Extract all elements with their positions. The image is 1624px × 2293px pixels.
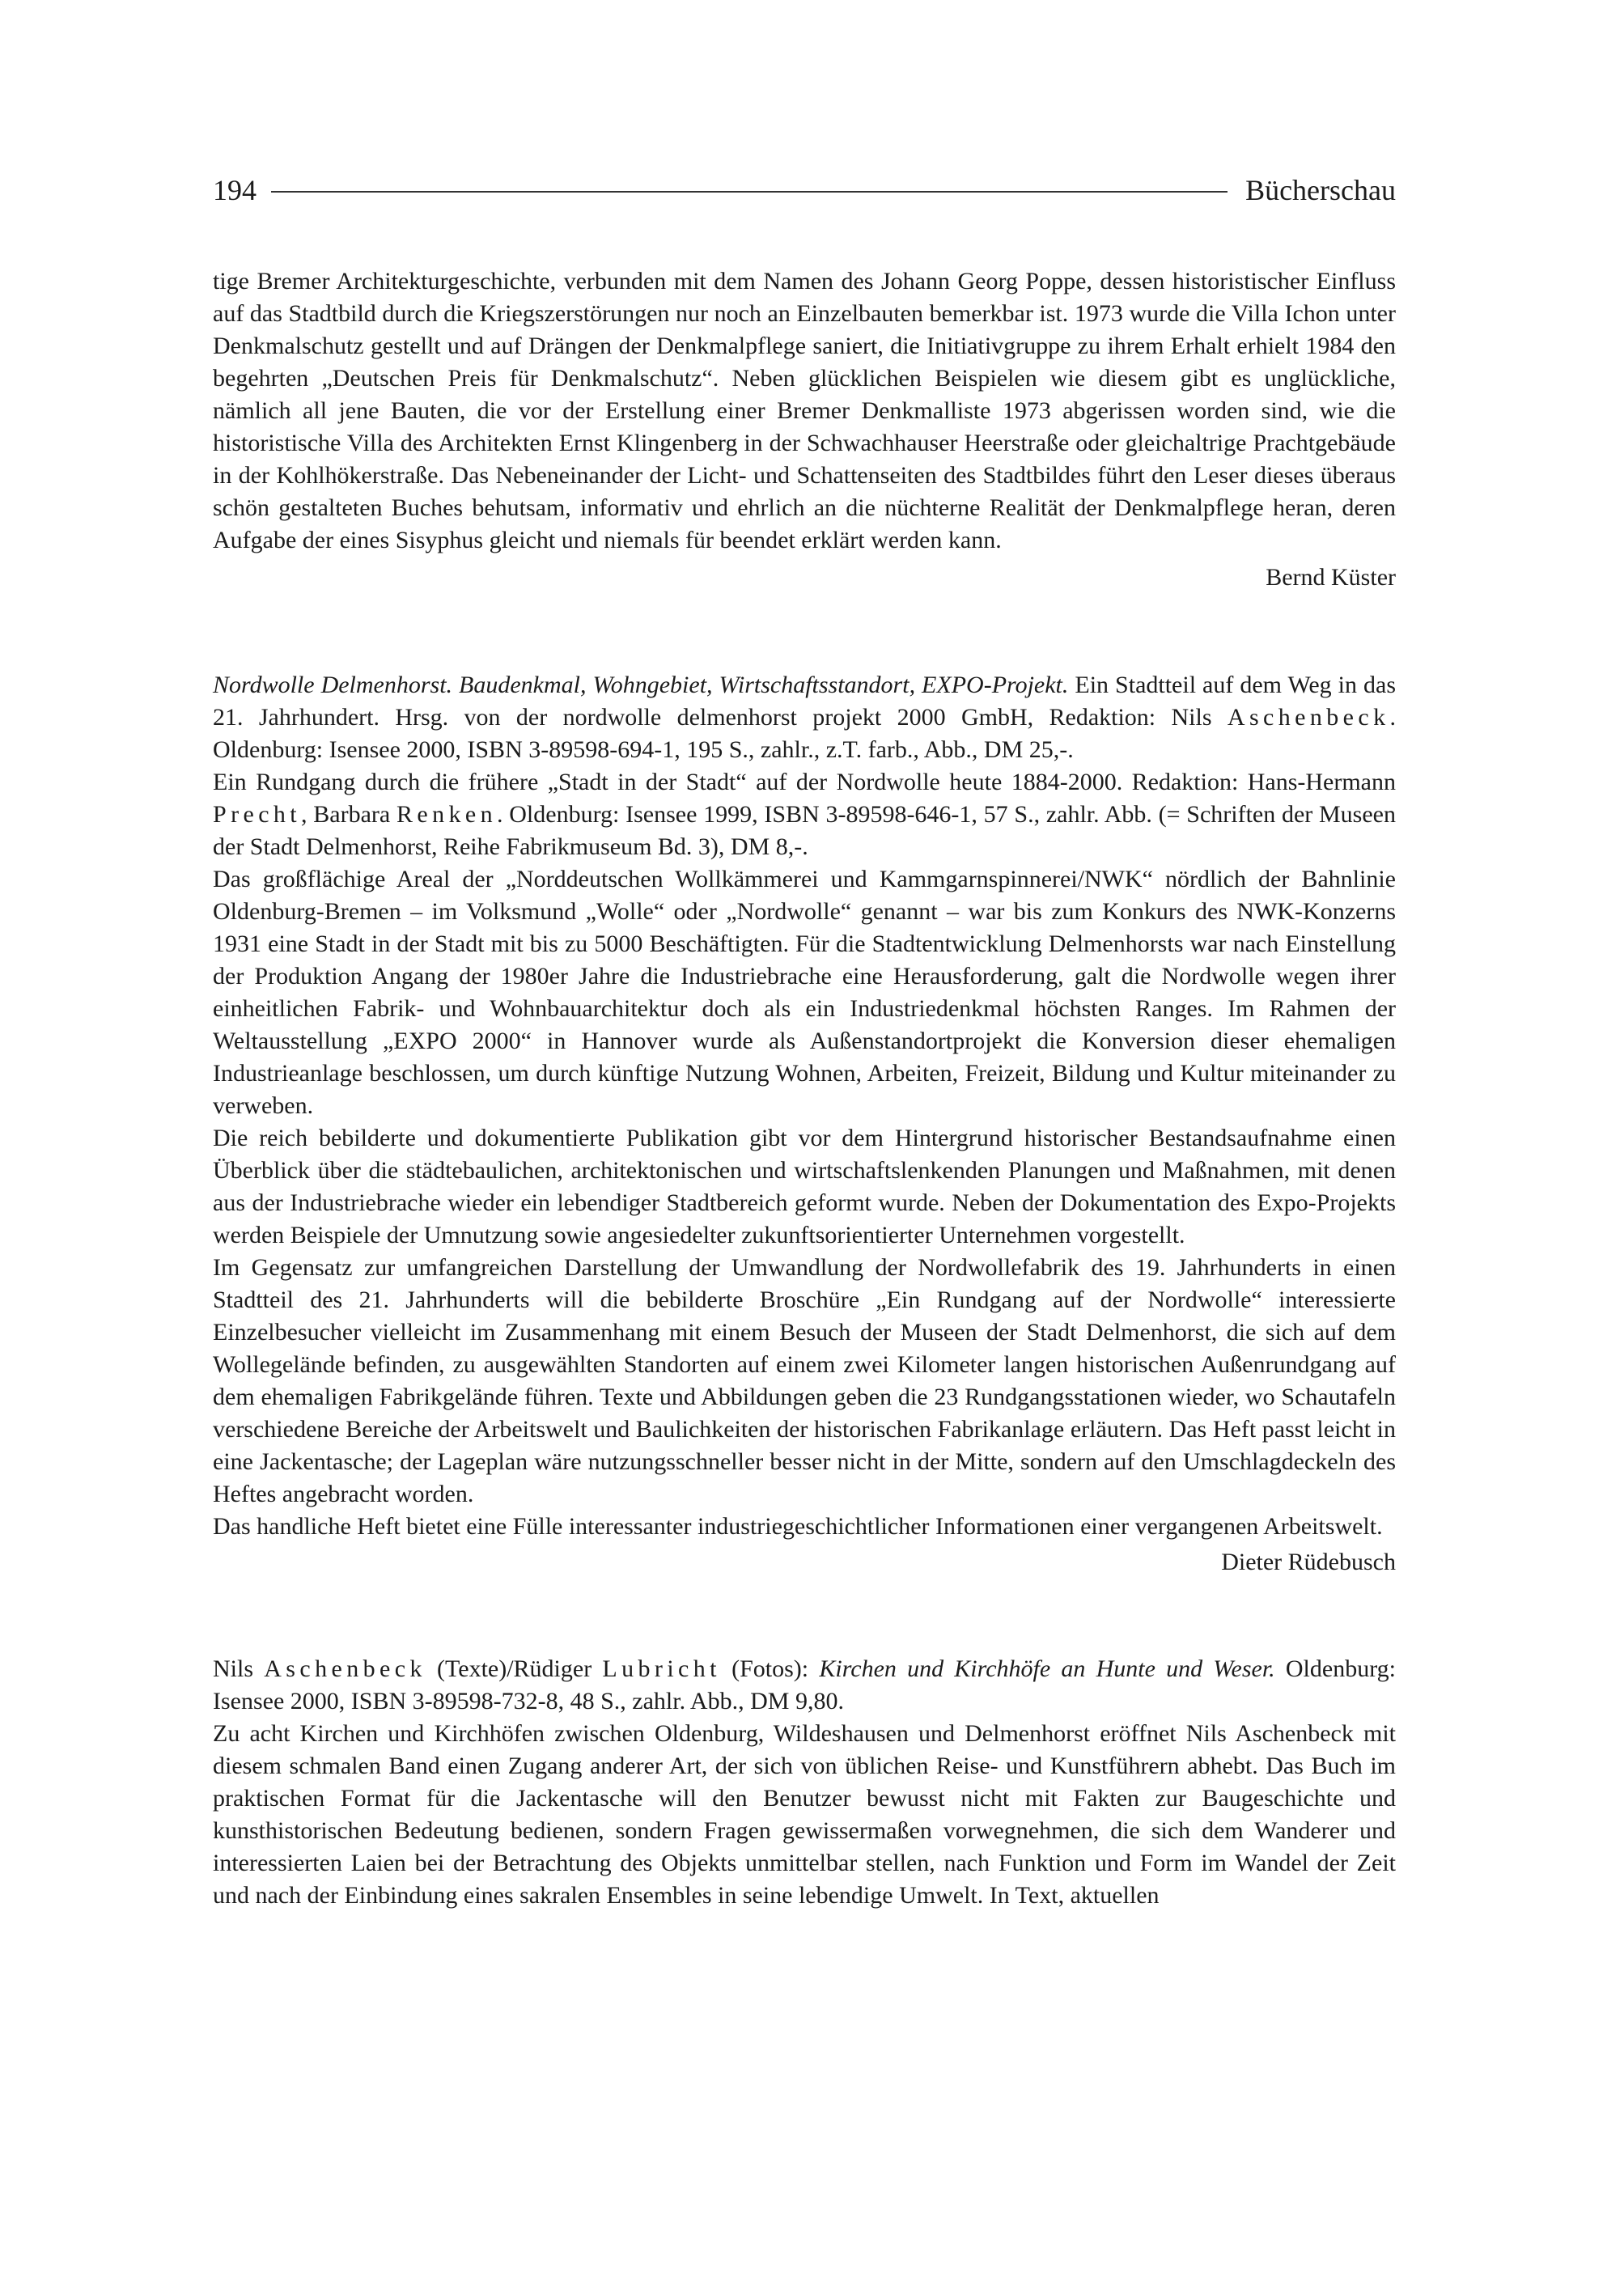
section-title: Bücherschau: [1245, 174, 1396, 206]
review2-editor-renken: Renken: [396, 801, 498, 828]
review2-editor-precht: Precht: [213, 801, 302, 828]
review3-book-title: Kirchen und Kirchhöfe an Hunte und Weser.: [819, 1655, 1275, 1682]
review3-citation: Nils Aschenbeck (Texte)/Rüdiger Lubricht (Fotos): Kirchen und Kirchhöfe an Hunte und Weser. Oldenburg: Isensee 2000, ISBN 3-89598-732-8, 48 S., zahlr. Abb., DM 9,80.: [213, 1655, 1396, 1714]
review2-paragraph: Im Gegensatz zur umfangreichen Darstellung der Umwandlung der Nordwollefabrik des 19. Jahrhunderts in einen Stadtteil des 21. Jahrhunderts will die bebilderte Broschüre „Ein Rundgang auf der Nordwolle“ interessierte Einzelbesucher vielleicht im Zusammenhang mit einem Besuch der Museen der Stadt Delmenhorst, die sich auf dem Wollegelände befinden, zu ausgewählten Standorten auf einem zwei Kilometer langen historischen Außenrundgang auf dem ehemaligen Fabrikgelände führen. Texte und Abbildungen geben die 23 Rundgangsstationen wieder, wo Schautafeln verschiedene Bereiche der Arbeitswelt und Baulichkeiten der historischen Fabrikanlage erläutern. Das Heft passt leicht in eine Jackentasche; der Lageplan wäre nutzungsschneller besser nicht in der Mitte, sondern auf den Umschlagdeckeln des Heftes angebracht worden.: [213, 1254, 1396, 1507]
review2-editor: Aschenbeck: [1227, 704, 1390, 731]
header-rule: [271, 191, 1228, 193]
review2: [213, 669, 1396, 1543]
review3-author: Aschenbeck: [264, 1655, 426, 1682]
review1-reviewer: Bernd Küster: [1266, 564, 1396, 591]
review2-citation-2: Ein Rundgang durch die frühere „Stadt in der Stadt“ auf der Nordwolle heute 1884-2000. Redaktion: Hans-Hermann Precht, Barbara Renken. Oldenburg: Isensee 1999, ISBN 3-89598-646-1, 57 S., zahlr. Abb. (= Schriften der Museen der Stadt Delmenhorst, Reihe Fabrikmuseum Bd. 3), DM 8,-.: [213, 769, 1396, 860]
review2-paragraph: Die reich bebilderte und dokumentierte Publikation gibt vor dem Hintergrund historischer Bestandsaufnahme einen Überblick über die städtebaulichen, architektonischen und wirtschaftslenkenden Planungen und Maßnahmen, mit denen aus der Industriebrache wieder ein lebendiger Stadtbereich geformt wurde. Neben der Dokumentation des Expo-Projekts werden Beispiele der Umnutzung sowie angesiedelter zukunftsorientierter Unternehmen vorgestellt.: [213, 1125, 1396, 1248]
review1-paragraph: tige Bremer Architekturgeschichte, verbunden mit dem Namen des Johann Georg Poppe, dessen historistischer Einfluss auf das Stadtbild durch die Kriegszerstörungen nur noch an Einzelbauten bemerkbar ist. 1973 wurde die Villa Ichon unter Denkmalschutz gestellt und auf Drängen der Denkmalpflege saniert, die Initiativgruppe zu ihrem Erhalt erhielt 1984 den begehrten „Deutschen Preis für Denkmalschutz“. Neben glücklichen Beispielen wie diesem gibt es unglückliche, nämlich all jene Bauten, die vor der Erstellung einer Bremer Denkmalliste 1973 abgerissen worden sind, wie die historistische Villa des Architekten Ernst Klingenberg in der Schwachhauser Heerstraße oder gleichaltrige Prachtgebäude in der Kohlhökerstraße. Das Nebeneinander der Licht- und Schattenseiten des Stadtbildes führt den Leser dieses überaus schön gestalteten Buches behutsam, informativ und ehrlich an die nüchterne Realität der Denkmalpflege heran, deren Aufgabe der eines Sisyphus gleicht und niemals für beendet erklärt werden kann.: [213, 268, 1396, 553]
review3-photographer: Lubricht: [602, 1655, 721, 1682]
review2-book-title: Nordwolle Delmenhorst. Baudenkmal, Wohngebiet, Wirtschaftsstandort, EXPO-Projekt.: [213, 672, 1069, 698]
page-number: 194: [213, 174, 257, 206]
review2-paragraph: Das handliche Heft bietet eine Fülle interessanter industriegeschichtlicher Informationen einer vergangenen Arbeitswelt.: [213, 1513, 1383, 1540]
page: [213, 162, 1396, 1912]
review-continued: [213, 265, 1396, 557]
review3: [213, 1653, 1396, 1912]
running-head: [213, 162, 1396, 218]
review3-paragraph: Zu acht Kirchen und Kirchhöfen zwischen Oldenburg, Wildeshausen und Delmenhorst eröffnet Nils Aschenbeck mit diesem schmalen Band einen Zugang anderer Art, der sich von üblichen Reise- und Kunstführern abhebt. Das Buch im praktischen Format für die Jackentasche will den Benutzer bewusst nicht mit Fakten zur Baugeschichte und kunsthistorischen Bedeutung bedienen, sondern Fragen gewissermaßen vorwegnehmen, die sich dem Wanderer und interessierten Laien bei der Betrachtung des Objekts unmittelbar stellen, nach Funktion und Form im Wandel der Zeit und nach der Einbindung eines sakralen Ensembles in seine lebendige Umwelt. In Text, aktuellen: [213, 1720, 1396, 1909]
review2-paragraph: Das großflächige Areal der „Norddeutschen Wollkämmerei und Kammgarnspinnerei/NWK“ nördlich der Bahnlinie Oldenburg-Bremen – im Volksmund „Wolle“ oder „Nordwolle“ genannt – war bis zum Konkurs des NWK-Konzerns 1931 eine Stadt in der Stadt mit bis zu 5000 Beschäftigten. Für die Stadtentwicklung Delmenhorsts war nach Einstellung der Produktion Angang der 1980er Jahre die Industriebrache eine Herausforderung, galt die Nordwolle wegen ihrer einheitlichen Fabrik- und Wohnbauarchitektur doch als ein Industriedenkmal höchsten Ranges. Im Rahmen der Weltausstellung „EXPO 2000“ in Hannover wurde als Außenstandortprojekt die Konversion dieser ehemaligen Industrieanlage beschlossen, um durch künftige Nutzung Wohnen, Arbeiten, Freizeit, Bildung und Kultur miteinander zu verweben.: [213, 866, 1396, 1119]
review2-citation-1: Nordwolle Delmenhorst. Baudenkmal, Wohngebiet, Wirtschaftsstandort, EXPO-Projekt. Ein Stadtteil auf dem Weg in das 21. Jahrhundert. Hrsg. von der nordwolle delmenhorst projekt 2000 GmbH, Redaktion: Nils Aschenbeck. Oldenburg: Isensee 2000, ISBN 3-89598-694-1, 195 S., zahlr., z.T. farb., Abb., DM 25,-.: [213, 672, 1396, 763]
review2-reviewer: Dieter Rüdebusch: [1221, 1549, 1396, 1575]
